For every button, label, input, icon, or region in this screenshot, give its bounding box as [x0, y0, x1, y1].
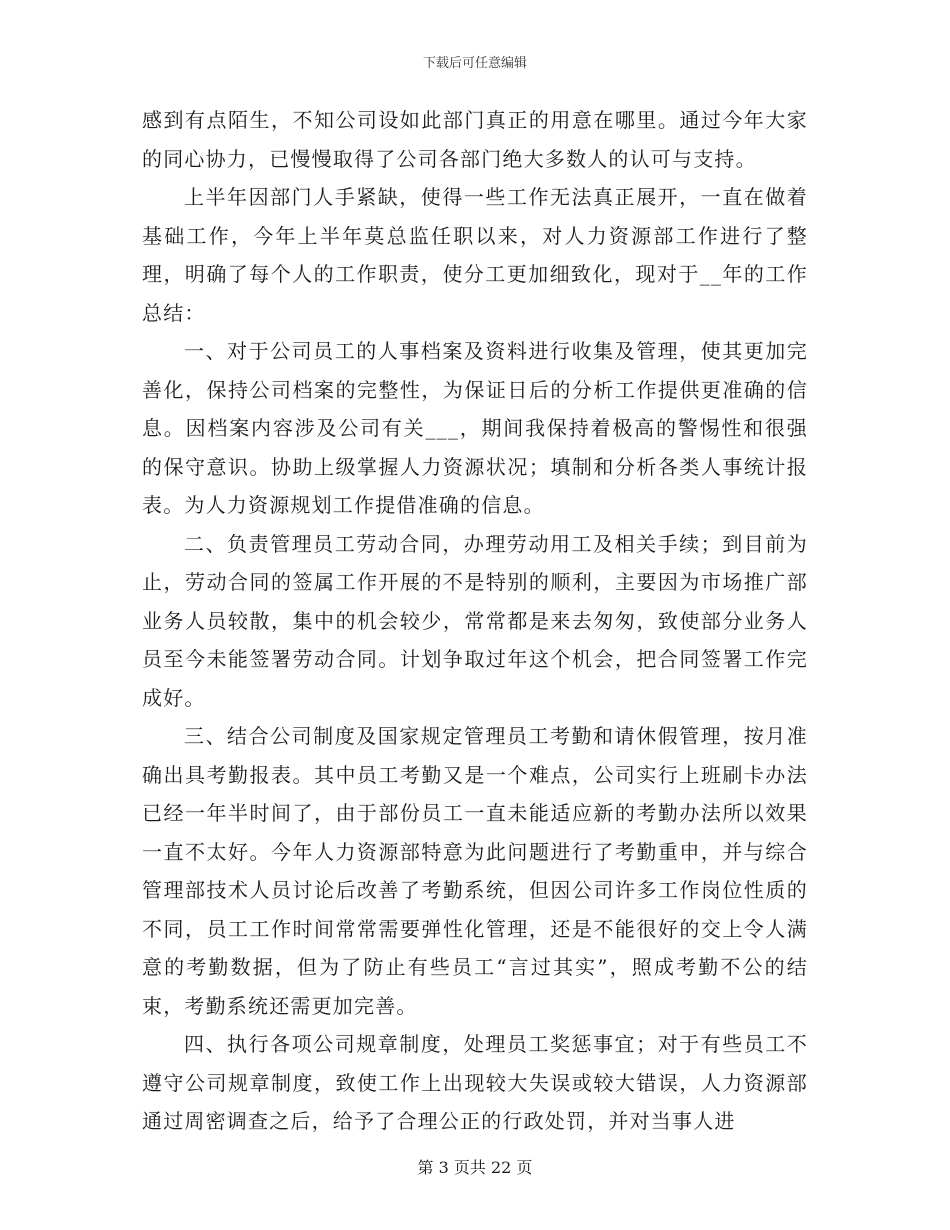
page-header: 下载后可任意编辑	[422, 56, 527, 71]
document-body	[142, 101, 808, 1141]
paragraph-item-4: 四、执行各项公司规章制度，处理员工奖惩事宜；对于有些员工不遵守公司规章制度，致使工作上出现较大失误或较大错误，人力资源部通过周密调查之后，给予了合理公正的行政处罚，并对当事人进	[142, 1032, 808, 1133]
page-footer: 第 3 页共 22 页	[417, 1158, 533, 1177]
paragraph-intro: 上半年因部门人手紧缺，使得一些工作无法真正展开，一直在做着基础工作，今年上半年莫总监任职以来，对人力资源部工作进行了整理，明确了每个人的工作职责，使分工更加细致化，现对于__年的工作总结：	[142, 185, 808, 325]
paragraph-item-2: 二、负责管理员工劳动合同，办理劳动用工及相关手续；到目前为止，劳动合同的签属工作开展的不是特别的顺利，主要因为市场推广部业务人员较散，集中的机会较少，常常都是来去匆匆，致使部分业务人员至今未能签署劳动合同。计划争取过年这个机会，把合同签署工作完成好。	[142, 531, 808, 710]
paragraph-item-1: 一、对于公司员工的人事档案及资料进行收集及管理，使其更加完善化，保持公司档案的完整性，为保证日后的分析工作提供更准确的信息。因档案内容涉及公司有关___，期间我保持着极高的警惕性和很强的保守意识。协助上级掌握人力资源状况；填制和分析各类人事统计报表。为人力资源规划工作提借准确的信息。	[142, 339, 808, 517]
paragraph-item-3: 三、结合公司制度及国家规定管理员工考勤和请休假管理，按月准确出具考勤报表。其中员工考勤又是一个难点，公司实行上班刷卡办法已经一年半时间了，由于部份员工一直未能适应新的考勤办法所以效果一直不太好。今年人力资源部特意为此问题进行了考勤重申，并与综合管理部技术人员讨论后改善了考勤系统，但因公司许多工作岗位性质的不同，员工工作时间常常需要弹性化管理，还是不能很好的交上令人满意的考勤数据，但为了防止有些员工“言过其实”，照成考勤不公的结束，考勤系统还需更加完善。	[142, 724, 808, 1018]
paragraph-continuation: 感到有点陌生，不知公司设如此部门真正的用意在哪里。通过今年大家的同心协力，已慢慢取得了公司各部门绝大多数人的认可与支持。	[142, 108, 808, 171]
